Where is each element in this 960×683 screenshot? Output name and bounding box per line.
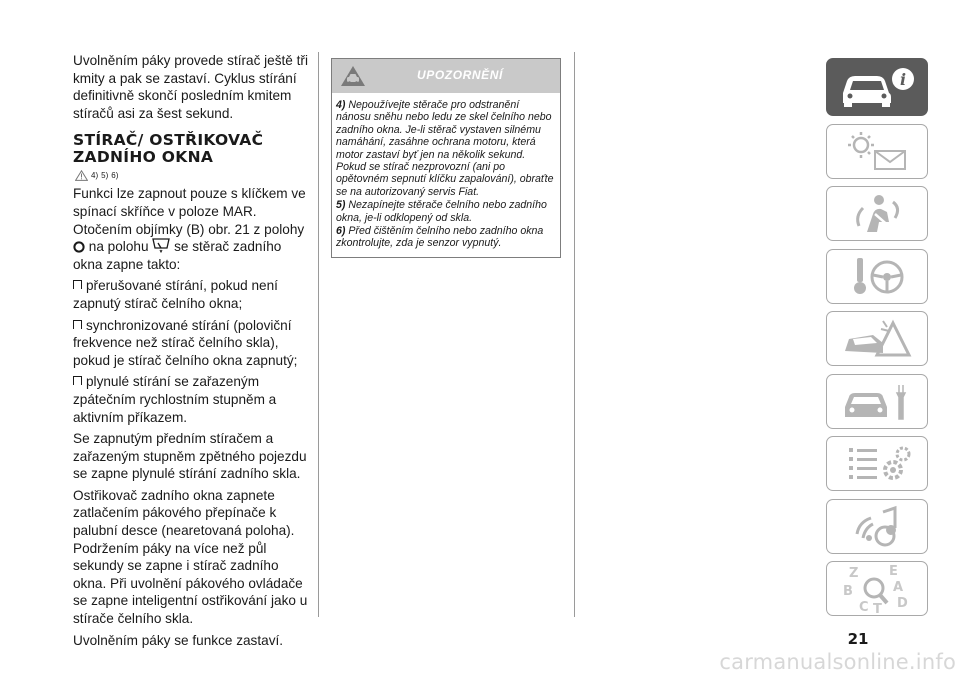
multimedia-icon	[837, 504, 917, 548]
key-steering-wheel-icon	[837, 254, 917, 298]
warning-item-number: 4)	[336, 99, 346, 111]
warning-box	[331, 58, 561, 258]
warning-item	[336, 199, 556, 224]
ref-6: 6)	[111, 170, 119, 180]
tab-emergency[interactable]	[826, 311, 928, 366]
bullet-item	[73, 373, 311, 426]
tab-maintenance[interactable]	[826, 374, 928, 429]
tab-airbag-safety[interactable]	[826, 186, 928, 241]
tab-key-steering[interactable]	[826, 249, 928, 304]
tab-warning-lights[interactable]	[826, 124, 928, 179]
bullet-icon	[73, 280, 82, 289]
emergency-warning-icon	[837, 317, 917, 361]
heading-line-2: ZADNÍHO OKNA	[73, 148, 214, 167]
tab-car-info[interactable]	[826, 58, 928, 116]
warning-header	[332, 59, 560, 93]
ref-4: 4)	[91, 170, 99, 180]
washer-paragraph: Ostřikovač zadního okna zapnete zatlačením pákového přepínače k palubní desce (nearetovaná poloha). Podržením páky na více než půl sekundy se zapne i stírač zadního okna. Při uvolnění pákového ovládače se zapne inteligentní ostřikování jako u stírače čelního skla.	[73, 487, 308, 627]
column-divider	[318, 52, 319, 617]
tab-index[interactable]	[826, 561, 928, 616]
warning-item	[336, 225, 556, 250]
warning-title: UPOZORNĚNÍ	[416, 68, 503, 82]
warning-item-text: Nepoužívejte stěrače pro odstranění nánosu sněhu nebo ledu ze skel čelního nebo zadního okna. Je-li stěrač vystaven silnému namáhání, zasáhne ochrana motoru, která motor zastaví byť jen na několik sekund. Pokud se stírač nezprovozní (ani po opětovném sepnutí klíčku zapalování), obraťte se na autorizovaný servis Fiat.	[336, 99, 554, 198]
warning-triangle-icon	[75, 170, 88, 181]
index-letter: Z	[849, 565, 859, 581]
function-paragraph	[73, 185, 311, 273]
index-letter: T	[873, 601, 882, 615]
technical-data-icon	[837, 442, 917, 486]
function-text: Funkci lze zapnout pouze s klíčkem ve spínací skříňce v poloze MAR. Otočením objímky (B) obr. 21 z polohy	[73, 186, 306, 237]
bullet-text: synchronizované stírání (poloviční frekvence než stírač čelního skla), pokud je stírač čelního okna zapnutý;	[73, 317, 298, 368]
warning-item-number: 6)	[336, 225, 346, 238]
function-text-end: se stěrač zadního okna zapne takto:	[73, 239, 282, 272]
index-icon	[837, 563, 917, 615]
warning-references	[75, 170, 311, 181]
watermark: carmanualsonline.info	[719, 650, 956, 674]
warning-body	[332, 93, 560, 257]
release-paragraph: Uvolněním páky se funkce zastaví.	[73, 632, 284, 648]
tab-multimedia[interactable]	[826, 499, 928, 554]
warning-lights-icon	[837, 129, 917, 173]
car-info-icon	[837, 65, 917, 109]
column-divider	[574, 52, 575, 617]
warning-item-text: Před čištěním čelního nebo zadního okna zkontrolujte, zda je senzor vypnutý.	[336, 225, 544, 250]
car-maintenance-icon	[837, 379, 917, 423]
svg-text:i: i	[899, 70, 907, 89]
reverse-paragraph: Se zapnutým předním stíračem a zařazeným stupněm zpětného pojezdu se zapne plynulé stírání zadního skla.	[73, 431, 307, 482]
index-letter: D	[897, 595, 908, 611]
section-heading	[73, 132, 311, 166]
ref-5: 5)	[101, 170, 109, 180]
bullet-text: přerušované stírání, pokud není zapnutý stírač čelního okna;	[73, 278, 278, 311]
airbag-safety-icon	[837, 192, 917, 236]
rear-wiper-icon	[152, 238, 170, 253]
main-text-column	[73, 52, 311, 653]
page-number: 21	[847, 630, 869, 648]
bullet-item	[73, 317, 311, 370]
intro-paragraph: Uvolněním páky provede stírač ještě tři kmity a pak se zastaví. Cyklus stírání definitivně skončí posledním kmitem stíračů asi za šest sekund.	[73, 53, 308, 121]
warning-item-text: Nezapínejte stěrače čelního nebo zadního okna, je-li odklopený od skla.	[336, 199, 547, 224]
heading-line-1: STÍRAČ/ OSTŘIKOVAČ	[73, 131, 264, 150]
tab-technical-data[interactable]	[826, 436, 928, 491]
bullet-item	[73, 277, 311, 312]
index-letter: C	[859, 599, 869, 615]
index-letter: E	[889, 563, 898, 579]
bullet-icon	[73, 376, 82, 385]
warning-item	[336, 99, 556, 198]
bullet-icon	[73, 320, 82, 329]
index-letter: A	[893, 579, 904, 595]
index-letter: B	[843, 583, 853, 599]
bullet-text: plynulé stírání se zařazeným zpátečním rychlostním stupněm a aktivním příkazem.	[73, 374, 277, 425]
warning-item-number: 5)	[336, 199, 346, 212]
off-position-icon	[73, 241, 85, 253]
function-text-mid: na polohu	[88, 239, 149, 255]
chapter-tabs	[826, 58, 928, 624]
